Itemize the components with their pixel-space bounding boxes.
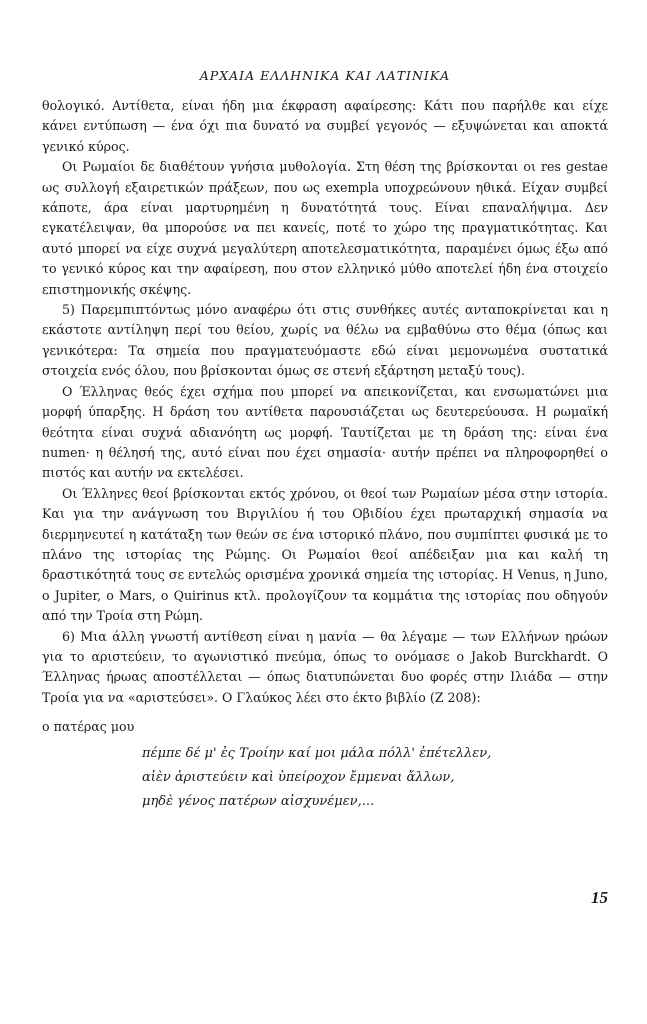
paragraph-romans-mythology: Οι Ρωμαίοι δε διαθέτουν γνήσια μυθολογία. Στη θέση της βρίσκονται οι res gestae ως συλλογή εξαιρετικών πράξεων, που ως exempla υποχρεώνουν ηθικά. Είχαν συμβεί κάποτε, άρα είναι μαρτυρημένη η δυνατότητά τους. Είναι επαναλήψιμα. Δεν εγκατέλειψαν, θα μπορούσε να πει κανείς, ποτέ το χώρο της πραγματικότητας. Και αυτό μπορεί να είχε συχνά μεγαλύτερη αποτελεσματικότητα, παραμένει όμως έξω από το γενικό κύρος και την αφαίρεση, που στον ελληνικό μύθο αποτελεί ήδη ένα στοιχείο επιστημονικής σκέψης. bbox=[42, 159, 608, 297]
verse-line: αἰὲν ἀριστεύειν καὶ ὑπείροχον ἔμμεναι ἄλλων, bbox=[142, 769, 455, 785]
paragraph-section-5: 5) Παρεμπιπτόντως μόνο αναφέρω ότι στις συνθήκες αυτές ανταποκρίνεται και η εκάστοτε αντίληψη περί του θείου, χωρίς να θέλω να εμβαθύνω στο θέμα (όπως και γενικότερα: Τα σημεία που πραγματευόμαστε εδώ είναι μεμονωμένα συστατικά στοιχεία ενός όλου, που βρίσκονται όμως σε στενή εξάρτηση μεταξύ τους). bbox=[42, 302, 608, 379]
paragraph-section-6: 6) Μια άλλη γνωστή αντίθεση είναι η μανία — θα λέγαμε — των Ελλήνων ηρώων για το αριστεύειν, το αγωνιστικό πνεύμα, όπως το ονόμασε ο Jakob Burckhardt. Ο Έλληνας ήρωας αποστέλλεται — όπως διατυπώνεται δυο φορές στην Ιλιάδα — στην Τροία για να «αριστεύσει». Ο Γλαύκος λέει στο έκτο βιβλίο (Ζ 208): bbox=[42, 628, 608, 705]
page-number: 15 bbox=[591, 888, 608, 907]
running-header: ΑΡΧΑΙΑ ΕΛΛΗΝΙΚΑ ΚΑΙ ΛΑΤΙΝΙΚΑ bbox=[199, 68, 451, 83]
paragraph-continuation: θολογικό. Αντίθετα, είναι ήδη μια έκφραση αφαίρεσης: Κάτι που παρήλθε και είχε κάνει εντύπωση — ένα όχι πια δυνατό να συμβεί γεγονός — εξυψώνεται και αποκτά γενικό κύρος. bbox=[42, 98, 608, 154]
book-page bbox=[42, 0, 608, 1024]
verse-line: πέμπε δέ μ' ἐς Τροίην καί μοι μάλα πόλλ' ἐπέτελλεν, bbox=[142, 745, 492, 761]
homeric-quotation bbox=[142, 742, 608, 814]
paragraph-gods-history: Οι Έλληνες θεοί βρίσκονται εκτός χρόνου, οι θεοί των Ρωμαίων μέσα στην ιστορία. Και για την ανάγνωση του Βιργιλίου ή του Οβιδίου έχει πρωταρχική σημασία να διερμηνευτεί η κατάταξη των θεών σε ένα ιστορικό πλάνο, που συμπίπτει φυσικά με το πλάνο της ιστορίας της Ρώμης. Οι Ρωμαίοι θεοί απέδειξαν μια και καλή τη δραστικότητά τους σε εντελώς ορισμένα χρονικά σημεία της ιστορίας. Η Venus, η Juno, ο Jupiter, ο Mars, ο Quirinus κτλ. προλογίζουν τα κομμάτια της ιστορίας που οδηγούν από την Τροία στη Ρώμη. bbox=[42, 485, 608, 624]
body-text bbox=[42, 96, 608, 814]
verse-intro: ο πατέρας μου bbox=[42, 719, 135, 735]
verse-line: μηδὲ γένος πατέρων αἰσχυνέμεν,... bbox=[142, 793, 375, 809]
paragraph-greek-god: Ο Έλληνας θεός έχει σχήμα που μπορεί να απεικονίζεται, και ενσωματώνει μια μορφή ύπαρξης. Η δράση του αντίθετα παρουσιάζεται ως δευτερεύουσα. Η ρωμαϊκή θεότητα είναι συχνά αδιανόητη ως μορφή. Ταυτίζεται με τη δράση της: είναι ένα numen· η θέλησή της, αυτό είναι που έχει σημασία· αυτήν πρέπει να πληροφορηθεί ο πιστός και αυτήν να εκτελέσει. bbox=[42, 383, 608, 481]
